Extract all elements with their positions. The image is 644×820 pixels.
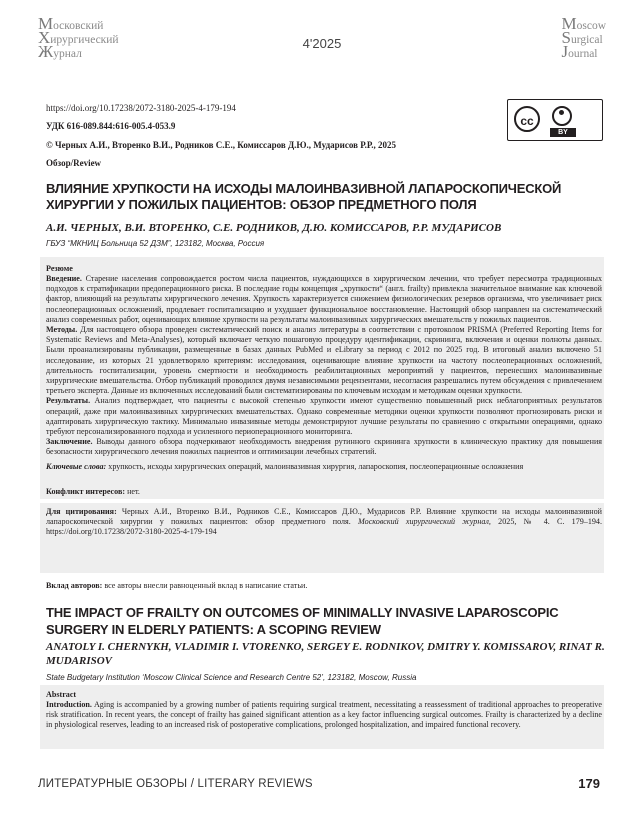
article-type: Обзор/Review: [46, 158, 102, 168]
abstract-body-ru: [46, 274, 602, 458]
logo-en-line-1: Moscow: [561, 14, 606, 33]
section-footer: ЛИТЕРАТУРНЫЕ ОБЗОРЫ / LITERARY REVIEWS: [38, 778, 313, 790]
udk-code: УДК 616-089.844:616-005.4-053.9: [46, 121, 176, 131]
issue-number: 4'2025: [302, 36, 342, 51]
abstract-intro-ru: Введение. Старение населения сопровождается ростом числа пациентов, нуждающихся в хирургическом лечении, что требует пересмотра традиционных подходов к стратификации предоперационного риска. В последние годы концепция „хрупкости“ (англ. frailty) привлекла значительное внимание как ключевой фактор, влияющий на результаты хирургического лечения. Хрупкость характеризуется снижением физиологических резервов организма, что увеличивает риск послеоперационных осложнений, продлевает госпитализацию и ухудшает функциональное восстановление. Настоящий обзор направлен на систематический анализ современных работ, оценивающих влияние хрупкости на результаты малоинвазивных хирургических вмешательств у пожилых пациентов.: [46, 274, 602, 324]
person-icon: [552, 106, 572, 126]
keywords-ru: Ключевые слова: хрупкость, исходы хирургических операций, малоинвазивная хирургия, лапароскопия, послеоперационные осложнения: [46, 462, 524, 471]
affiliation-en: State Budgetary Institution ‘Moscow Clinical Science and Research Centre 52’, 123182, Moscow, Russia: [46, 673, 417, 682]
citation-text: Для цитирования: Черных А.И., Вторенко В.И., Родников С.Е., Комиссаров Д.Ю., Мударисов Р.Р. Влияние хрупкости на исходы малоинвазивной лапароскопической хирургии у пожилых пациентов: обзор предметного поля. Московский хирургический журнал, 2025, № 4. С. 179–194. https://doi.org/10.17238/2072-3180-2025-4-179-194: [46, 507, 603, 537]
abstract-conclusion-ru: Заключение. Выводы данного обзора подчеркивают необходимость внедрения рутинного скрининга хрупкости в клиническую практику для повышения безопасности хирургического лечения пожилых пациентов и оптимизации лечебных стратегий.: [46, 437, 603, 457]
authors-ru: А.И. ЧЕРНЫХ, В.И. ВТОРЕНКО, С.Е. РОДНИКОВ, Д.Ю. КОМИССАРОВ, Р.Р. МУДАРИСОВ: [46, 222, 502, 234]
journal-logo-en: [561, 14, 606, 61]
affiliation-ru: ГБУЗ “МКНИЦ Больница 52 ДЗМ”, 123182, Москва, Россия: [46, 239, 265, 248]
abstract-intro-en: Introduction. Aging is accompanied by a growing number of patients requiring surgical treatment, necessitating a reassessment of traditional approaches to preoperative risk stratification. In recent years, the concept of frailty has gained significant attention as a key factor influencing surgical outcomes. Frailty is characterized by a decline in physiological reserves, leading to an increased risk of postoperative complications, prolonged hospitalization, and impaired functional recovery.: [46, 700, 603, 730]
cc-icon: cc: [514, 106, 540, 132]
doi-link[interactable]: https://doi.org/10.17238/2072-3180-2025-4-179-194: [46, 103, 236, 113]
article-title-en: THE IMPACT OF FRAILTY ON OUTCOMES OF MINIMALLY INVASIVE LAPAROSCOPIC SURGERY IN ELDERLY PATIENTS: A SCOPING REVIEW: [46, 605, 559, 637]
conflict-of-interest: Конфликт интересов: нет.: [46, 487, 140, 496]
authors-en: ANATOLY I. CHERNYKH, VLADIMIR I. VTORENKO, SERGEY E. RODNIKOV, DMITRY Y. KOMISSAROV, RINAT R. MUDARISOV: [46, 641, 605, 667]
abstract-results-ru: Результаты. Анализ подтверждает, что пациенты с высокой степенью хрупкости имеют существенно повышенный риск неблагоприятных результатов операций, даже при малоинвазивных хирургических вмешательствах. Однако современные методики оценки хрупкости позволяют прогнозировать риски и адаптировать хирургическую тактику. Минимально инвазивные методы демонстрируют лучшие результаты по сравнению с открытыми операциями, однако требуют персонализированного подхода и усиленного периоперационного мониторинга.: [46, 396, 602, 437]
abstract-heading-ru: Резюме: [46, 264, 73, 273]
cc-by-license-badge[interactable]: [507, 99, 603, 141]
abstract-heading-en: Abstract: [46, 690, 77, 699]
logo-line-1: Московский: [38, 14, 104, 33]
copyright-line: © Черных А.И., Вторенко В.И., Родников С.Е., Комиссаров Д.Ю., Мударисов Р.Р., 2025: [46, 140, 396, 150]
article-title-ru: ВЛИЯНИЕ ХРУПКОСТИ НА ИСХОДЫ МАЛОИНВАЗИВНОЙ ЛАПАРОСКОПИЧЕСКОЙ ХИРУРГИИ У ПОЖИЛЫХ ПАЦИЕНТОВ: ОБЗОР ПРЕДМЕТНОГО ПОЛЯ: [46, 181, 562, 212]
logo-line-3: Журнал: [38, 42, 82, 61]
logo-en-line-2: Surgical: [561, 28, 603, 47]
logo-en-line-3: Journal: [561, 42, 598, 61]
page-number: 179: [578, 776, 600, 791]
by-label: BY: [550, 128, 576, 137]
author-contribution: Вклад авторов: все авторы внесли равноценный вклад в написание статьи.: [46, 581, 308, 590]
logo-line-2: Хирургический: [38, 28, 119, 47]
abstract-methods-ru: Методы. Для настоящего обзора проведен систематический поиск и анализ литературы в соответствии с протоколом PRISMA (Preferred Reporting Items for Systematic Reviews and Meta-Analyses), который включает четкую пошаговую процедуру идентификации, скрининга, включения и оценки полноты данных. Были проанализированы публикации, размещенные в базах данных PubMed и eLibrary за период с 2012 по 2025 год. В итоговый анализ включено 51 исследование, из которых 21 удовлетворяло критериям: исследования, оценивающие влияние хрупкости на частоту послеоперационных осложнений, длительность госпитализации, уровень смертности и необходимость реабилитационных мероприятий у пациентов, перенесших малоинвазивные хирургические вмешательства. Отбор публикаций проводился двумя независимыми рецензентами, несогласия разрешались путем обсуждения с привлечением третьего эксперта. Данные из включенных исследований были систематизированы по ключевым исходам и методикам оценки хрупкости.: [46, 325, 602, 396]
